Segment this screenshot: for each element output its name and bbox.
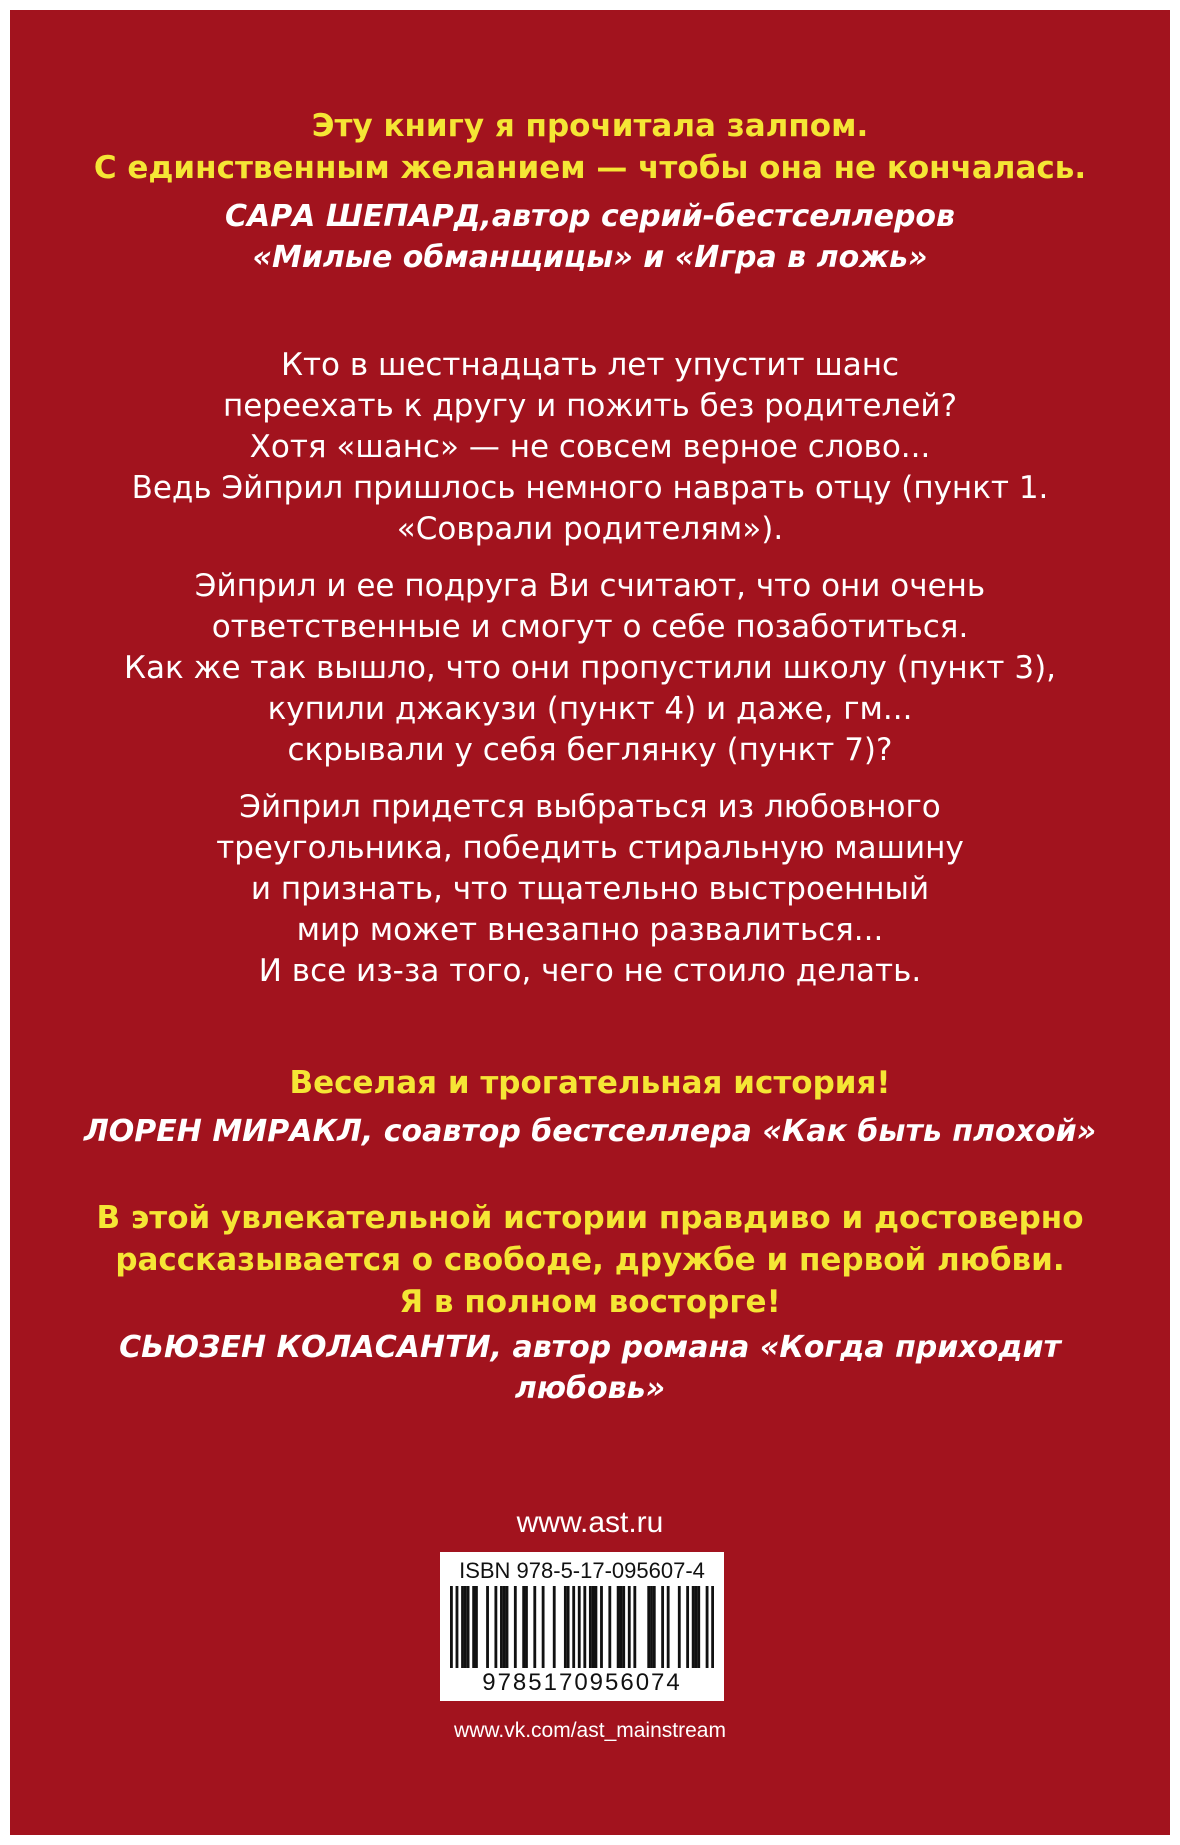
quote-line: Эту книгу я прочитала залпом.	[311, 108, 869, 144]
quote-sarah-shepard	[0, 105, 1180, 189]
attribution-sarah-shepard	[0, 196, 1180, 278]
blurb-line: Хотя «шанс» — не совсем верное слово...	[249, 429, 931, 465]
attribution-line: «Милые обманщицы» и «Игра в ложь»	[252, 240, 928, 275]
attribution-line: любовь»	[514, 1371, 666, 1406]
barcode-bar	[542, 1586, 545, 1668]
barcode-bar	[600, 1586, 603, 1668]
barcode-bar	[653, 1586, 656, 1668]
quote-lauren-miracle	[0, 1062, 1180, 1104]
barcode-bar	[525, 1586, 528, 1668]
publisher-website-link[interactable]: www.ast.ru	[516, 1506, 664, 1539]
attribution-lauren-miracle	[0, 1111, 1180, 1152]
blurb-line: купили джакузи (пункт 4) и даже, гм...	[267, 691, 913, 727]
barcode-bar	[617, 1586, 620, 1668]
barcode-bar	[628, 1586, 631, 1668]
barcode-bar	[608, 1586, 611, 1668]
barcode-bar	[503, 1586, 506, 1668]
blurb-line: Как же так вышло, что они пропустили школу (пункт 3),	[123, 650, 1057, 686]
barcode-bar	[461, 1586, 464, 1668]
blurb-line: Эйприл придется выбраться из любовного	[239, 789, 941, 825]
barcode-bar	[706, 1586, 709, 1668]
barcode-bar	[661, 1586, 664, 1668]
social-link-vk[interactable]: www.vk.com/ast_mainstream	[454, 1719, 726, 1742]
barcode-bar	[622, 1586, 625, 1668]
barcode-bar	[572, 1586, 575, 1668]
quote-line: Я в полном восторге!	[399, 1284, 781, 1320]
barcode-bar	[589, 1586, 592, 1668]
quote-line: С единственным желанием — чтобы она не кончалась.	[93, 150, 1087, 186]
barcode-bar	[695, 1586, 698, 1668]
barcode-bar	[486, 1586, 489, 1668]
quote-suzanne-colasanti	[0, 1197, 1180, 1323]
barcode-bar	[514, 1586, 517, 1668]
barcode-bar	[522, 1586, 525, 1668]
blurb-line: Ведь Эйприл пришлось немного наврать отцу (пункт 1.	[131, 470, 1049, 506]
barcode-bar	[500, 1586, 503, 1668]
blurb-paragraph	[0, 345, 1180, 550]
attribution-line: САРА ШЕПАРД,автор серий-бестселлеров	[224, 199, 956, 234]
blurb-line: треугольника, победить стиральную машину	[216, 830, 964, 866]
blurb-line: И все из-за того, чего не стоило делать.	[258, 953, 922, 989]
barcode-bar	[564, 1586, 567, 1668]
quote-line: Веселая и трогательная история!	[289, 1065, 891, 1101]
blurb-line: и признать, что тщательно выстроенный	[250, 871, 930, 907]
barcode-bar	[467, 1586, 470, 1668]
barcode-bar	[578, 1586, 581, 1668]
barcode-image	[450, 1586, 714, 1668]
attribution-line: СЬЮЗЕН КОЛАСАНТИ, автор романа «Когда приходит	[119, 1330, 1061, 1365]
barcode-bar	[692, 1586, 695, 1668]
blurb-line: переехать к другу и пожить без родителей?	[222, 388, 958, 424]
blurb-line: «Соврали родителям»).	[396, 511, 784, 547]
blurb-line: скрывали у себя беглянку (пункт 7)?	[287, 732, 893, 768]
barcode-bar	[592, 1586, 595, 1668]
barcode-bar	[620, 1586, 623, 1668]
blurb-line: Кто в шестнадцать лет упустит шанс	[280, 347, 900, 383]
barcode-digits: 9785170956074	[482, 1669, 682, 1696]
barcode-bar	[678, 1586, 681, 1668]
quote-line: В этой увлекательной истории правдиво и достоверно	[96, 1200, 1084, 1236]
barcode-bar	[450, 1586, 453, 1668]
blurb-paragraph	[0, 787, 1180, 992]
barcode-bar	[475, 1586, 478, 1668]
barcode-bar	[633, 1586, 636, 1668]
barcode-bar	[567, 1586, 570, 1668]
barcode-bar	[595, 1586, 598, 1668]
barcode-bar	[686, 1586, 689, 1668]
barcode-bar	[650, 1586, 653, 1668]
blurb-line: мир может внезапно развалиться...	[296, 912, 884, 948]
blurb-line: ответственные и смогут о себе позаботиться.	[211, 609, 969, 645]
barcode-bar	[697, 1586, 700, 1668]
barcode-bar	[472, 1586, 475, 1668]
barcode-bar	[553, 1586, 556, 1668]
barcode-bar	[711, 1586, 714, 1668]
barcode-bar	[667, 1586, 670, 1668]
barcode-bar	[506, 1586, 509, 1668]
isbn-barcode-box	[440, 1552, 724, 1701]
attribution-suzanne-colasanti	[0, 1327, 1180, 1409]
isbn-number: ISBN 978-5-17-095607-4	[459, 1558, 705, 1583]
attribution-line: ЛОРЕН МИРАКЛ, соавтор бестселлера «Как быть плохой»	[83, 1114, 1097, 1149]
barcode-bar	[647, 1586, 650, 1668]
barcode-bar	[533, 1586, 536, 1668]
quote-line: рассказывается о свободе, дружбе и первой любви.	[115, 1242, 1065, 1278]
blurb-paragraph	[0, 566, 1180, 771]
barcode-bar	[464, 1586, 467, 1668]
barcode-bar	[583, 1586, 586, 1668]
barcode-bar	[494, 1586, 497, 1668]
blurb-line: Эйприл и ее подруга Ви считают, что они очень	[194, 568, 986, 604]
barcode-bar	[456, 1586, 459, 1668]
